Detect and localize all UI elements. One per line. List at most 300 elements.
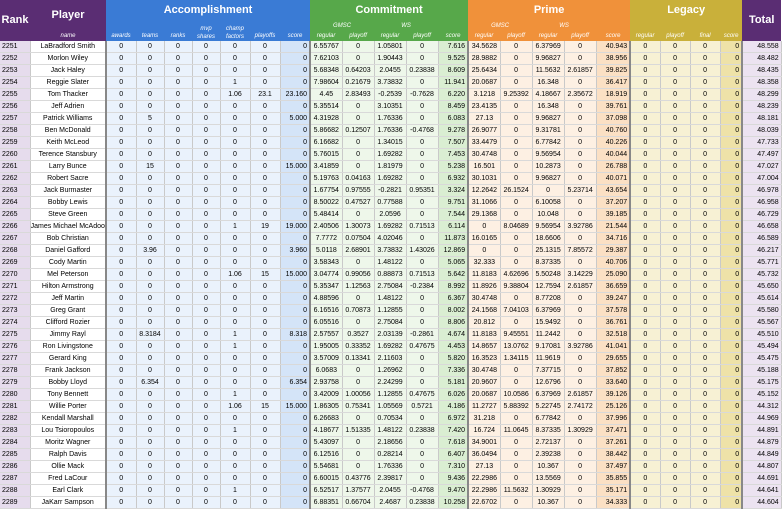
com-ws-header: WS	[374, 20, 438, 31]
com-gmsc-playoff-header[interactable]: playoff	[342, 31, 374, 41]
prime-gmsc-playoff-cell: 0	[500, 437, 532, 449]
ranks-cell: 0	[164, 461, 192, 473]
ranks-cell: 0	[164, 197, 192, 209]
table-row[interactable]	[0, 101, 781, 113]
awards-header[interactable]: awards	[106, 20, 136, 41]
playoffs-cell: 0	[250, 125, 280, 137]
player-name-cell: Frank Jackson	[30, 365, 106, 377]
prime-gmsc-regular-cell: 30.4748	[468, 365, 500, 377]
table-row[interactable]	[0, 233, 781, 245]
champ-factors-cell: 0	[220, 53, 250, 65]
commitment-gmsc-playoff-cell: 0	[342, 377, 374, 389]
awards-cell: 0	[106, 293, 136, 305]
table-row[interactable]	[0, 137, 781, 149]
teams-cell: 0	[136, 185, 164, 197]
leg-playoff-header[interactable]: playoff	[660, 20, 690, 41]
legacy-playoff-cell: 0	[660, 185, 690, 197]
table-row[interactable]	[0, 293, 781, 305]
player-name-cell: Terence Stansbury	[30, 149, 106, 161]
commitment-score-cell: 6.026	[438, 389, 468, 401]
accomplishment-score-cell: 0	[280, 281, 310, 293]
prime-gmsc-playoff-cell: 0	[500, 461, 532, 473]
commitment-gmsc-playoff-cell: 0.75341	[342, 401, 374, 413]
total-score-cell: 45.175	[742, 377, 781, 389]
commitment-score-cell: 10.258	[438, 497, 468, 509]
prime-ws-regular-cell: 9.17081	[532, 341, 564, 353]
playoffs-cell: 0	[250, 113, 280, 125]
prime-ws-playoff-cell: 0	[564, 113, 596, 125]
commitment-score-cell: 7.507	[438, 137, 468, 149]
champ-factors-cell: 1.06	[220, 89, 250, 101]
champ-factors-cell: 0	[220, 185, 250, 197]
ranks-cell: 0	[164, 161, 192, 173]
legacy-regular-cell: 0	[630, 317, 660, 329]
prime-score-cell: 37.098	[596, 113, 630, 125]
legacy-final-cell: 0	[690, 41, 720, 53]
awards-cell: 0	[106, 413, 136, 425]
prime-gmsc-regular-cell: 27.13	[468, 113, 500, 125]
commitment-gmsc-regular-cell: 5.43097	[310, 437, 342, 449]
mvp-shares-cell: 0	[192, 317, 220, 329]
legacy-score-cell: 0	[720, 425, 742, 437]
prime-score-cell: 33.640	[596, 377, 630, 389]
commitment-ws-playoff-cell: 0	[406, 317, 438, 329]
legacy-score-cell: 0	[720, 365, 742, 377]
ranks-cell: 0	[164, 233, 192, 245]
player-name-cell: JaKarr Sampson	[30, 497, 106, 509]
mvp-shares-cell: 0	[192, 389, 220, 401]
table-row[interactable]	[0, 377, 781, 389]
legacy-final-cell: 0	[690, 413, 720, 425]
legacy-final-cell: 0	[690, 449, 720, 461]
prime-gmsc-playoff-cell: 0	[500, 149, 532, 161]
commitment-gmsc-playoff-cell: 2.68901	[342, 245, 374, 257]
prime-ws-regular-cell: 12.7594	[532, 281, 564, 293]
legacy-score-cell: 0	[720, 245, 742, 257]
rank-cell: 2274	[0, 317, 30, 329]
legacy-playoff-cell: 0	[660, 257, 690, 269]
teams-cell: 0	[136, 485, 164, 497]
table-row[interactable]	[0, 149, 781, 161]
table-row[interactable]	[0, 413, 781, 425]
prime-gmsc-playoff-cell: 0	[500, 365, 532, 377]
mvp-shares-cell: 0	[192, 365, 220, 377]
accomplishment-score-cell: 0	[280, 365, 310, 377]
playoffs-cell: 0	[250, 101, 280, 113]
legacy-score-cell: 0	[720, 173, 742, 185]
table-row[interactable]	[0, 389, 781, 401]
leg-final-header[interactable]: final	[690, 20, 720, 41]
prime-gmsc-regular-cell: 33.4479	[468, 137, 500, 149]
legacy-regular-cell: 0	[630, 353, 660, 365]
table-row[interactable]	[0, 113, 781, 125]
teams-cell: 0	[136, 89, 164, 101]
acc-playoffs-header[interactable]: playoffs	[250, 20, 280, 41]
prime-gmsc-playoff-cell: 0	[500, 161, 532, 173]
table-row[interactable]	[0, 365, 781, 377]
leg-score-header[interactable]: score	[720, 20, 742, 41]
player-name-cell: Hilton Armstrong	[30, 281, 106, 293]
rank-cell: 2273	[0, 305, 30, 317]
player-name-cell: Robert Sacre	[30, 173, 106, 185]
commitment-ws-regular-cell: 2.0596	[374, 209, 406, 221]
com-ws-regular-header[interactable]: regular	[374, 31, 406, 41]
commitment-ws-playoff-cell: -0.2384	[406, 281, 438, 293]
prime-ws-regular-cell: 7.37715	[532, 365, 564, 377]
player-name-cell: Ralph Davis	[30, 449, 106, 461]
legacy-playoff-cell: 0	[660, 173, 690, 185]
pri-ws-regular-header[interactable]: regular	[532, 31, 564, 41]
commitment-ws-playoff-cell: 0.95351	[406, 185, 438, 197]
player-name-cell: Fred LaCour	[30, 473, 106, 485]
table-row[interactable]	[0, 329, 781, 341]
ranks-cell: 0	[164, 209, 192, 221]
com-ws-playoff-header[interactable]: playoff	[406, 31, 438, 41]
commitment-gmsc-regular-cell: 3.41859	[310, 161, 342, 173]
prime-ws-playoff-cell: 0	[564, 161, 596, 173]
playoffs-cell: 0	[250, 245, 280, 257]
mvp-shares-cell: 0	[192, 485, 220, 497]
legacy-header: Legacy	[630, 0, 742, 20]
legacy-playoff-cell: 0	[660, 305, 690, 317]
table-row[interactable]	[0, 461, 781, 473]
pri-gmsc-regular-header[interactable]: regular	[468, 31, 500, 41]
accomplishment-score-cell: 0	[280, 173, 310, 185]
com-gmsc-regular-header[interactable]: regular	[310, 31, 342, 41]
player-name-cell: Kendall Marshall	[30, 413, 106, 425]
teams-cell: 0	[136, 137, 164, 149]
champ-factors-cell: 1	[220, 329, 250, 341]
prime-score-cell: 40.706	[596, 257, 630, 269]
legacy-score-cell: 0	[720, 341, 742, 353]
table-row[interactable]	[0, 485, 781, 497]
player-header[interactable]: Player	[30, 0, 106, 31]
legacy-score-cell: 0	[720, 149, 742, 161]
commitment-ws-playoff-cell: 0	[406, 53, 438, 65]
table-row[interactable]	[0, 257, 781, 269]
playoffs-cell: 0	[250, 425, 280, 437]
total-score-cell: 45.732	[742, 269, 781, 281]
commitment-ws-playoff-cell: 0	[406, 353, 438, 365]
table-row[interactable]	[0, 173, 781, 185]
commitment-gmsc-playoff-cell: 0.3527	[342, 329, 374, 341]
commitment-score-cell: 8.806	[438, 317, 468, 329]
commitment-gmsc-regular-cell: 6.0683	[310, 365, 342, 377]
rank-cell: 2278	[0, 365, 30, 377]
teams-cell: 0	[136, 281, 164, 293]
prime-score-cell: 40.760	[596, 125, 630, 137]
commitment-gmsc-playoff-cell: 0	[342, 209, 374, 221]
table-row[interactable]	[0, 209, 781, 221]
mvp-shares-header[interactable]: mvp shares	[192, 20, 220, 41]
com-score-header[interactable]: score	[438, 20, 468, 41]
awards-cell: 0	[106, 365, 136, 377]
table-row[interactable]	[0, 497, 781, 509]
legacy-regular-cell: 0	[630, 281, 660, 293]
teams-cell: 0	[136, 473, 164, 485]
commitment-ws-playoff-cell: 0	[406, 305, 438, 317]
prime-score-cell: 37.207	[596, 197, 630, 209]
table-row[interactable]	[0, 425, 781, 437]
teams-cell: 0	[136, 233, 164, 245]
legacy-playoff-cell: 0	[660, 461, 690, 473]
commitment-ws-regular-cell: 2.03139	[374, 329, 406, 341]
pri-gmsc-playoff-header[interactable]: playoff	[500, 31, 532, 41]
leg-regular-header[interactable]: regular	[630, 20, 660, 41]
rank-cell: 2263	[0, 185, 30, 197]
rank-header[interactable]: Rank	[0, 0, 30, 41]
table-row[interactable]	[0, 125, 781, 137]
rank-cell: 2271	[0, 281, 30, 293]
champ-factors-cell: 0	[220, 113, 250, 125]
awards-cell: 0	[106, 461, 136, 473]
table-row[interactable]	[0, 401, 781, 413]
champ-factors-cell: 0	[220, 101, 250, 113]
prime-score-cell: 40.071	[596, 173, 630, 185]
legacy-final-cell: 0	[690, 185, 720, 197]
commitment-score-cell: 5.065	[438, 257, 468, 269]
legacy-final-cell: 0	[690, 125, 720, 137]
prime-gmsc-playoff-cell: 1.34115	[500, 353, 532, 365]
commitment-gmsc-regular-cell: 2.57557	[310, 329, 342, 341]
commitment-ws-regular-cell: 1.05801	[374, 41, 406, 53]
champ-factors-header[interactable]: champ factors	[220, 20, 250, 41]
legacy-score-cell: 0	[720, 437, 742, 449]
teams-cell: 3.96	[136, 245, 164, 257]
total-header[interactable]: Total	[742, 0, 781, 41]
prime-ws-playoff-cell: 0	[564, 317, 596, 329]
player-name-cell: Tom Thacker	[30, 89, 106, 101]
prime-ws-playoff-cell: 0	[564, 101, 596, 113]
ranks-cell: 0	[164, 221, 192, 233]
playoffs-cell: 0	[250, 389, 280, 401]
commitment-gmsc-regular-cell: 1.86305	[310, 401, 342, 413]
awards-cell: 0	[106, 233, 136, 245]
commitment-score-cell: 12.869	[438, 245, 468, 257]
commitment-gmsc-playoff-cell: 0	[342, 461, 374, 473]
awards-cell: 0	[106, 53, 136, 65]
prime-score-cell: 25.090	[596, 269, 630, 281]
prime-ws-regular-cell: 2.72137	[532, 437, 564, 449]
legacy-playoff-cell: 0	[660, 245, 690, 257]
table-row[interactable]	[0, 353, 781, 365]
prime-score-cell: 37.497	[596, 461, 630, 473]
commitment-score-cell: 6.114	[438, 221, 468, 233]
table-row[interactable]	[0, 473, 781, 485]
prime-ws-playoff-cell: 0	[564, 329, 596, 341]
table-row[interactable]	[0, 53, 781, 65]
legacy-playoff-cell: 0	[660, 65, 690, 77]
legacy-score-cell: 0	[720, 77, 742, 89]
player-name-cell: Daniel Gafford	[30, 245, 106, 257]
table-row[interactable]	[0, 89, 781, 101]
legacy-playoff-cell: 0	[660, 209, 690, 221]
total-score-cell: 48.039	[742, 125, 781, 137]
prime-score-cell: 40.943	[596, 41, 630, 53]
table-row[interactable]	[0, 317, 781, 329]
commitment-gmsc-regular-cell: 4.18677	[310, 425, 342, 437]
prime-score-cell: 39.761	[596, 101, 630, 113]
mvp-shares-cell: 0	[192, 473, 220, 485]
teams-cell: 0	[136, 341, 164, 353]
name-header[interactable]: name	[30, 31, 106, 41]
table-row[interactable]	[0, 77, 781, 89]
player-name-cell: Mel Peterson	[30, 269, 106, 281]
prime-ws-regular-cell: 4.18667	[532, 89, 564, 101]
legacy-final-cell: 0	[690, 233, 720, 245]
prime-ws-playoff-cell: 2.61857	[564, 65, 596, 77]
prime-ws-playoff-cell: 0	[564, 497, 596, 509]
table-row[interactable]	[0, 245, 781, 257]
awards-cell: 0	[106, 197, 136, 209]
legacy-score-cell: 0	[720, 197, 742, 209]
commitment-ws-regular-cell: 2.11603	[374, 353, 406, 365]
total-score-cell: 44.641	[742, 485, 781, 497]
prime-gmsc-playoff-cell: 7.04103	[500, 305, 532, 317]
commitment-gmsc-playoff-cell: 1.00056	[342, 389, 374, 401]
prime-gmsc-regular-cell: 0	[468, 221, 500, 233]
player-name-cell: Earl Clark	[30, 485, 106, 497]
commitment-gmsc-regular-cell: 6.05516	[310, 317, 342, 329]
legacy-playoff-cell: 0	[660, 449, 690, 461]
prime-gmsc-playoff-cell: 0	[500, 101, 532, 113]
legacy-regular-cell: 0	[630, 257, 660, 269]
legacy-playoff-cell: 0	[660, 353, 690, 365]
legacy-playoff-cell: 0	[660, 113, 690, 125]
awards-cell: 0	[106, 113, 136, 125]
total-score-cell: 46.658	[742, 221, 781, 233]
commitment-ws-playoff-cell: 0.23838	[406, 65, 438, 77]
accomplishment-score-cell: 3.960	[280, 245, 310, 257]
ranks-cell: 0	[164, 341, 192, 353]
champ-factors-cell: 0	[220, 125, 250, 137]
prime-gmsc-regular-cell: 32.333	[468, 257, 500, 269]
ranks-header[interactable]: ranks	[164, 20, 192, 41]
table-row[interactable]	[0, 161, 781, 173]
commitment-gmsc-playoff-cell: 0.43776	[342, 473, 374, 485]
prime-gmsc-playoff-cell: 9.25392	[500, 89, 532, 101]
table-row[interactable]	[0, 449, 781, 461]
legacy-regular-cell: 0	[630, 209, 660, 221]
champ-factors-cell: 1	[220, 77, 250, 89]
ranks-cell: 0	[164, 377, 192, 389]
commitment-gmsc-playoff-cell: 0.12507	[342, 125, 374, 137]
prime-ws-playoff-cell: 0	[564, 473, 596, 485]
playoffs-cell: 0	[250, 137, 280, 149]
legacy-regular-cell: 0	[630, 101, 660, 113]
commitment-gmsc-playoff-cell: 0	[342, 437, 374, 449]
commitment-gmsc-regular-cell: 4.88596	[310, 293, 342, 305]
awards-cell: 0	[106, 41, 136, 53]
commitment-ws-playoff-cell: 0.23838	[406, 497, 438, 509]
legacy-regular-cell: 0	[630, 269, 660, 281]
pri-score-header[interactable]: score	[596, 20, 630, 41]
total-score-cell: 44.879	[742, 437, 781, 449]
accomplishment-score-cell: 0	[280, 185, 310, 197]
prime-ws-regular-cell: 5.22745	[532, 401, 564, 413]
prime-ws-playoff-cell: 0	[564, 209, 596, 221]
table-row[interactable]	[0, 221, 781, 233]
commitment-score-cell: 3.324	[438, 185, 468, 197]
teams-cell: 0	[136, 389, 164, 401]
playoffs-cell: 0	[250, 233, 280, 245]
table-row[interactable]	[0, 185, 781, 197]
commitment-ws-playoff-cell: -0.2861	[406, 329, 438, 341]
table-row[interactable]	[0, 269, 781, 281]
accomplishment-score-cell: 0	[280, 77, 310, 89]
prime-ws-playoff-cell: 0	[564, 377, 596, 389]
table-row[interactable]	[0, 305, 781, 317]
awards-cell: 0	[106, 497, 136, 509]
total-score-cell: 48.482	[742, 53, 781, 65]
rank-cell: 2288	[0, 485, 30, 497]
prime-gmsc-playoff-cell: 0	[500, 65, 532, 77]
pri-ws-playoff-header[interactable]: playoff	[564, 31, 596, 41]
ranks-cell: 0	[164, 293, 192, 305]
commitment-ws-playoff-cell: 0	[406, 197, 438, 209]
commitment-score-cell: 9.436	[438, 473, 468, 485]
total-score-cell: 44.691	[742, 473, 781, 485]
awards-cell: 0	[106, 281, 136, 293]
prime-gmsc-regular-cell: 30.4748	[468, 293, 500, 305]
awards-cell: 0	[106, 149, 136, 161]
table-row[interactable]	[0, 341, 781, 353]
legacy-final-cell: 0	[690, 269, 720, 281]
legacy-final-cell: 0	[690, 137, 720, 149]
commitment-gmsc-regular-cell: 5.19763	[310, 173, 342, 185]
table-row[interactable]	[0, 281, 781, 293]
teams-cell: 0	[136, 173, 164, 185]
total-score-cell: 45.152	[742, 389, 781, 401]
prime-gmsc-playoff-cell: 9.38804	[500, 281, 532, 293]
prime-score-cell: 41.041	[596, 341, 630, 353]
table-row[interactable]	[0, 65, 781, 77]
legacy-regular-cell: 0	[630, 137, 660, 149]
awards-cell: 0	[106, 161, 136, 173]
table-row[interactable]	[0, 197, 781, 209]
champ-factors-cell: 0	[220, 65, 250, 77]
commitment-ws-playoff-cell: 0	[406, 293, 438, 305]
table-row[interactable]	[0, 437, 781, 449]
legacy-regular-cell: 0	[630, 113, 660, 125]
prime-gmsc-playoff-cell: 0	[500, 317, 532, 329]
commitment-ws-playoff-cell: -0.7628	[406, 89, 438, 101]
ranks-cell: 0	[164, 281, 192, 293]
table-row[interactable]	[0, 41, 781, 53]
commitment-ws-playoff-cell: 0	[406, 365, 438, 377]
commitment-ws-playoff-cell: 0.47675	[406, 341, 438, 353]
rank-cell: 2277	[0, 353, 30, 365]
prime-gmsc-playoff-cell: 0	[500, 497, 532, 509]
commitment-gmsc-regular-cell: 6.26683	[310, 413, 342, 425]
awards-cell: 0	[106, 389, 136, 401]
prime-gmsc-playoff-cell: 9.45551	[500, 329, 532, 341]
mvp-shares-cell: 0	[192, 65, 220, 77]
awards-cell: 0	[106, 341, 136, 353]
accomplishment-score-cell: 8.318	[280, 329, 310, 341]
commitment-gmsc-regular-cell: 5.54681	[310, 461, 342, 473]
acc-score-header[interactable]: score	[280, 20, 310, 41]
teams-cell: 0	[136, 221, 164, 233]
commitment-gmsc-regular-cell: 6.88351	[310, 497, 342, 509]
awards-cell: 0	[106, 257, 136, 269]
commitment-ws-regular-cell: 3.73832	[374, 245, 406, 257]
prime-gmsc-regular-cell: 22.2986	[468, 485, 500, 497]
teams-header[interactable]: teams	[136, 20, 164, 41]
accomplishment-score-cell: 19.000	[280, 221, 310, 233]
awards-cell: 0	[106, 377, 136, 389]
rank-cell: 2283	[0, 425, 30, 437]
